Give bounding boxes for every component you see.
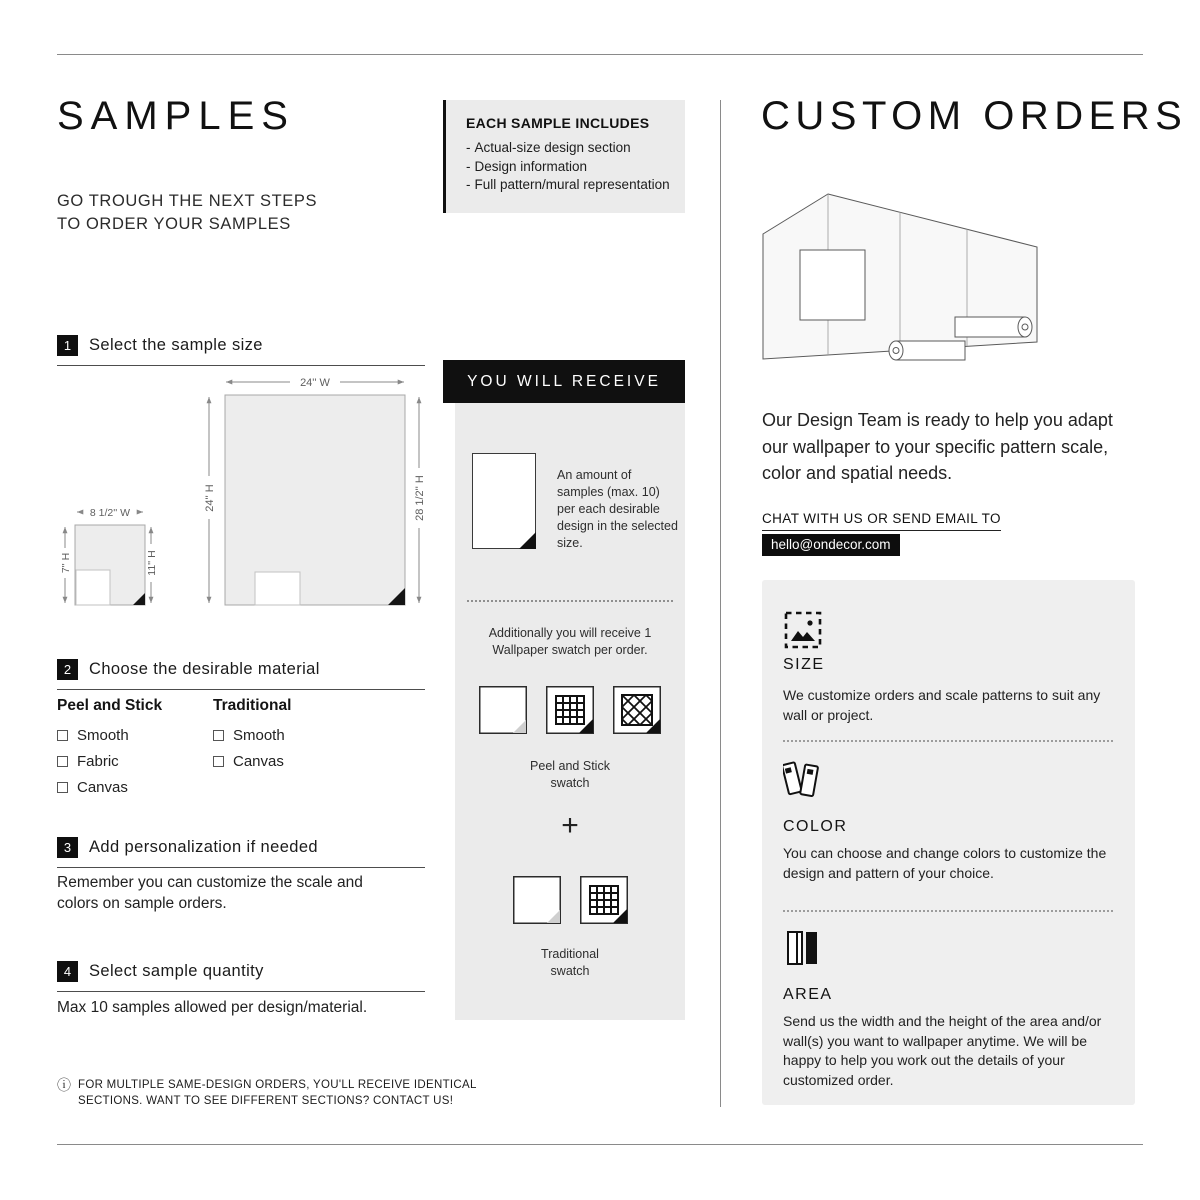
samples-intro	[57, 190, 317, 236]
includes-item	[466, 158, 673, 177]
dotted-divider	[467, 600, 673, 602]
dotted-divider	[783, 740, 1113, 742]
vertical-divider	[720, 100, 721, 1107]
traditional-column	[213, 697, 291, 805]
dim-label-large-height-left: 24'' H	[204, 484, 216, 512]
step-number-badge: 4	[57, 961, 78, 982]
checkbox-icon[interactable]	[57, 730, 68, 741]
info-icon: ⓘ	[57, 1077, 71, 1093]
footnote	[57, 1078, 477, 1109]
large-sample-section	[255, 572, 300, 605]
dim-label-small-height-right: 11'' H	[146, 550, 158, 576]
samples-title: SAMPLES	[57, 94, 295, 138]
step-number-badge: 2	[57, 659, 78, 680]
feature-color-title: COLOR	[783, 818, 848, 835]
checkbox-icon[interactable]	[57, 756, 68, 767]
step-label: Choose the desirable material	[89, 660, 320, 678]
image-size-icon	[783, 610, 823, 650]
step-4-text: Max 10 samples allowed per design/material.	[57, 999, 368, 1016]
feature-area-title: AREA	[783, 986, 833, 1003]
grid-swatch-icon	[580, 876, 628, 924]
footnote-line: FOR MULTIPLE SAME-DESIGN ORDERS, YOU'LL RECEIVE IDENTICAL	[78, 1079, 477, 1091]
wallpaper-wall-illustration	[762, 190, 1040, 396]
material-option-label: Fabric	[77, 753, 119, 770]
step-number-badge: 1	[57, 335, 78, 356]
chat-with-us-label: CHAT WITH US OR SEND EMAIL TO	[762, 511, 1001, 531]
footnote-line: SECTIONS. WANT TO SEE DIFFERENT SECTIONS? CONTACT US!	[78, 1094, 454, 1107]
plain-swatch-icon	[513, 876, 561, 924]
feature-size-title: SIZE	[783, 656, 825, 673]
you-will-receive-header: YOU WILL RECEIVE	[443, 360, 685, 403]
bottom-divider	[57, 1144, 1143, 1145]
step-2-header	[57, 659, 425, 690]
checkbox-icon[interactable]	[213, 756, 224, 767]
dotted-divider	[783, 910, 1113, 912]
step-label: Add personalization if needed	[89, 838, 319, 856]
additional-swatch-text: Additionally you will receive 1 Wallpaper swatch per order.	[488, 626, 652, 657]
material-group-title: Traditional	[213, 697, 292, 714]
dim-label-small-width: 8 1/2'' W	[89, 507, 131, 519]
peel-swatch-label: Peel and Stick swatch	[530, 759, 610, 790]
step-3-header	[57, 837, 425, 868]
custom-orders-title: CUSTOM ORDERS	[761, 94, 1188, 138]
step-3-text: Remember you can customize the scale and colors on sample orders.	[57, 874, 363, 912]
custom-orders-intro: Our Design Team is ready to help you adapt our wallpaper to your specific pattern scale, color and spatial needs.	[762, 410, 1113, 483]
includes-item	[466, 176, 673, 195]
samples-amount-text: An amount of samples (max. 10) per each desirable design in the selected size.	[557, 468, 678, 550]
dim-label-small-height-left: 7'' H	[60, 552, 72, 574]
crosshatch-swatch-icon	[613, 686, 661, 734]
dim-label-large-height-right: 28 1/2'' H	[414, 475, 426, 521]
plain-swatch-icon	[479, 686, 527, 734]
grid-swatch-icon	[546, 686, 594, 734]
material-option-canvas[interactable]	[57, 779, 213, 796]
you-will-receive-panel	[455, 403, 685, 1020]
material-option-canvas[interactable]	[213, 753, 291, 770]
dim-label-large-width: 24'' W	[300, 377, 330, 389]
sample-size-diagram	[57, 366, 432, 616]
checkbox-icon[interactable]	[57, 782, 68, 793]
step-1-header	[57, 335, 425, 366]
samples-intro-line: GO TROUGH THE NEXT STEPS	[57, 192, 318, 210]
includes-box-title: EACH SAMPLE INCLUDES	[466, 115, 650, 131]
large-sample-rect	[225, 395, 405, 605]
peel-swatch-row	[455, 686, 685, 734]
material-option-label: Smooth	[77, 727, 129, 744]
custom-features-box	[762, 580, 1135, 1105]
email-link[interactable]: hello@ondecor.com	[762, 534, 900, 556]
plus-sign: +	[561, 809, 579, 842]
each-sample-includes-box	[443, 100, 685, 213]
material-options	[57, 697, 291, 805]
material-option-fabric[interactable]	[57, 753, 213, 770]
color-swatches-icon	[783, 758, 823, 800]
area-panels-icon	[783, 928, 823, 968]
includes-item-text: - Full pattern/mural representation	[474, 177, 670, 192]
peel-and-stick-column	[57, 697, 213, 805]
material-option-label: Canvas	[77, 779, 128, 796]
top-divider	[57, 54, 1143, 55]
feature-size-text: We customize orders and scale patterns to suit any wall or project.	[783, 687, 1101, 723]
checkbox-icon[interactable]	[213, 730, 224, 741]
small-sample-section	[76, 570, 110, 605]
wall-frame	[800, 250, 865, 320]
step-label: Select the sample size	[89, 336, 263, 354]
material-option-smooth[interactable]	[57, 727, 213, 744]
includes-item	[466, 139, 673, 158]
traditional-swatch-label: Traditional swatch	[541, 947, 599, 978]
step-number-badge: 3	[57, 837, 78, 858]
feature-area-text: Send us the width and the height of the area and/or wall(s) you want to wallpaper anytime. We will be happy to help you work out the details of your customized order.	[783, 1013, 1102, 1088]
material-option-label: Canvas	[233, 753, 284, 770]
step-4-header	[57, 961, 425, 992]
includes-item-text: - Actual-size design section	[474, 140, 631, 155]
material-option-smooth[interactable]	[213, 727, 291, 744]
feature-color-text: You can choose and change colors to customize the design and pattern of your choice.	[783, 845, 1107, 881]
samples-intro-line: TO ORDER YOUR SAMPLES	[57, 215, 291, 233]
sample-sheet-icon	[472, 453, 536, 549]
includes-item-text: - Design information	[474, 158, 588, 174]
traditional-swatch-row	[455, 876, 685, 924]
material-group-title: Peel and Stick	[57, 697, 163, 714]
step-label: Select sample quantity	[89, 962, 264, 980]
material-option-label: Smooth	[233, 727, 285, 744]
